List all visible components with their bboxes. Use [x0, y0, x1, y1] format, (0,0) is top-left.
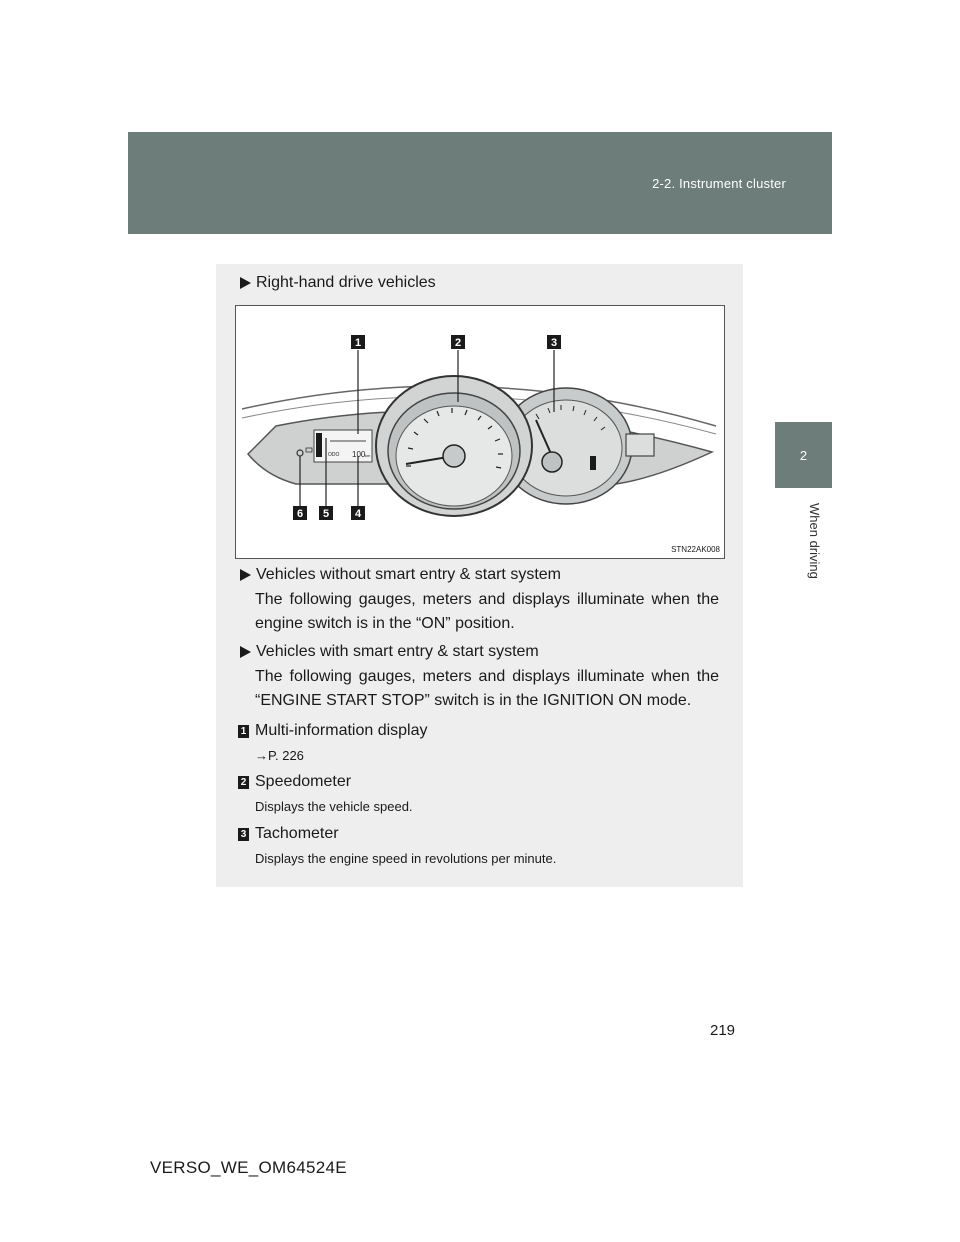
header-band	[128, 132, 832, 234]
callout-6	[293, 506, 307, 520]
image-code: STN22AK008	[671, 545, 720, 554]
item-description: Displays the engine speed in revolutions per minute.	[255, 851, 557, 866]
odo-unit: km	[365, 453, 371, 458]
triangle-bullet-icon	[240, 646, 251, 658]
item-number-1: 1	[238, 725, 249, 738]
callout-2	[451, 335, 465, 349]
callout-5	[319, 506, 333, 520]
item-title: Speedometer	[255, 773, 352, 790]
item-speedometer	[238, 773, 351, 791]
item-number-3: 3	[238, 828, 249, 841]
callout-4	[351, 506, 365, 520]
odo-label: ODO	[328, 452, 340, 458]
item-description: Displays the vehicle speed.	[255, 799, 413, 814]
triangle-bullet-icon	[240, 569, 251, 581]
item-title: Multi-information display	[255, 722, 428, 739]
svg-text:5: 5	[322, 508, 330, 520]
triangle-bullet-icon	[240, 277, 251, 289]
heading-rhd-text: Right-hand drive vehicles	[256, 274, 436, 291]
chapter-number: 2	[799, 447, 808, 463]
odo-value: 100	[352, 450, 366, 459]
item-multi-info	[238, 722, 428, 740]
section-title: 2-2. Instrument cluster	[652, 176, 786, 191]
callout-1	[351, 335, 365, 349]
content-box	[216, 264, 743, 887]
svg-text:3: 3	[550, 337, 558, 349]
instrument-cluster-figure	[235, 305, 725, 559]
heading-without	[240, 566, 561, 584]
heading-rhd	[240, 274, 436, 292]
heading-without-text: Vehicles without smart entry & start system	[256, 566, 561, 583]
para-with: The following gauges, meters and displays illuminate when the “ENGINE START STOP” switch is in the IGNITION ON mode.	[255, 668, 719, 709]
svg-text:1: 1	[354, 337, 362, 349]
document-code: VERSO_WE_OM64524E	[150, 1158, 347, 1177]
chapter-label: When driving	[807, 503, 822, 579]
para-without: The following gauges, meters and displays illuminate when the engine switch is in the “ON” position.	[255, 591, 719, 632]
heading-with-text: Vehicles with smart entry & start system	[256, 643, 539, 660]
item-title: Tachometer	[255, 825, 339, 842]
svg-text:2: 2	[454, 337, 462, 349]
item-page-ref: →P. 226	[255, 748, 304, 763]
page-number: 219	[710, 1022, 736, 1039]
instrument-cluster-illustration	[236, 306, 724, 558]
svg-text:6: 6	[296, 508, 304, 520]
chapter-tab	[775, 422, 832, 488]
heading-with	[240, 643, 539, 661]
svg-text:4: 4	[354, 508, 362, 520]
item-number-2: 2	[238, 776, 249, 789]
item-tachometer	[238, 825, 339, 843]
callout-3	[547, 335, 561, 349]
